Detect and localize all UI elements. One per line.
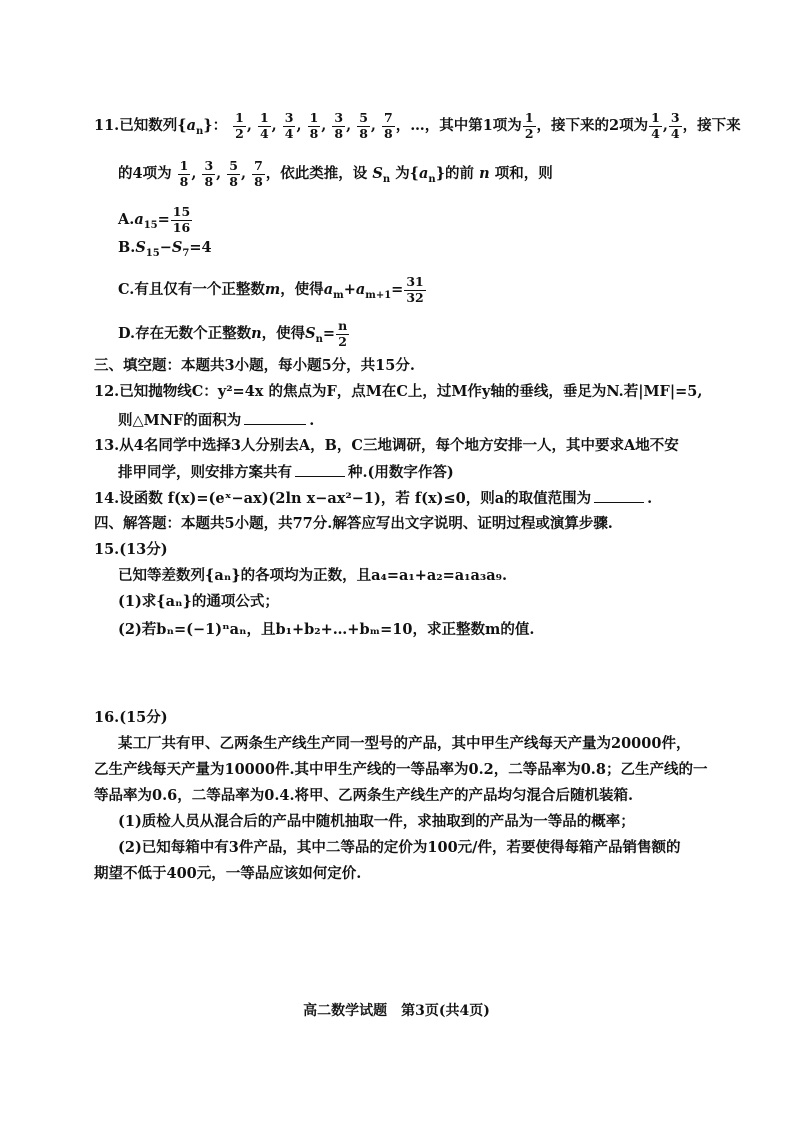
frac: $\frac{3}{4}$: [670, 110, 680, 141]
q15-part-1: (1)求{aₙ}的通项公式；: [118, 593, 279, 610]
frac: $\frac{1}{2}$: [235, 110, 244, 141]
frac: $\frac{3}{4}$: [284, 110, 294, 141]
q16-heading: 16.(15分): [94, 709, 168, 726]
q11-option-a: $A.a_{15}=$ $\frac{15}{16}$: [118, 204, 191, 235]
frac: $\frac{5}{8}$: [359, 110, 368, 141]
frac: $\frac{1}{8}$: [179, 158, 189, 189]
q12-line-1: 12.已知抛物线C：y²=4x 的焦点为F，点M在C上，过M作y轴的垂线，垂足为N.若|MF|=5,: [94, 383, 703, 400]
q16-line-3: 等品率为0.6，二等品率为0.4.将甲、乙两条生产线生产的产品均匀混合后随机装箱.: [94, 787, 634, 804]
frac: $\frac{1}{4}$: [651, 110, 660, 141]
q11-line-1: 11.已知数列$\{a_n\}$： $\frac{1}{2}$ , $\frac{1}{4}$ , $\frac{3}{4}$ , $\frac{1}{8}$ , $\frac{3}{8}$ , $\frac{5}{8}$ , $\frac{7}{8}$ ，…，其中第1项为 $\frac{1}{2}$ ，接下来的2项为 $\frac{1}{4}$ , $\frac{3}{4}$ ，接下来: [94, 110, 741, 141]
frac: $\frac{3}{8}$: [204, 158, 214, 189]
frac: $\frac{31}{32}$: [406, 274, 424, 305]
frac: $\frac{3}{8}$: [334, 110, 344, 141]
q15-part-2: (2)若bₙ=(−1)ⁿaₙ，且b₁+b₂+…+bₘ=10，求正整数m的值.: [118, 621, 535, 638]
answer-blank: [244, 410, 306, 425]
frac: $\frac{15}{16}$: [172, 204, 191, 235]
q11-option-c: C.有且仅有一个正整数m，使得$a_m+a_{m+1}=$ $\frac{31}{32}$: [118, 274, 424, 305]
answer-blank: [295, 462, 345, 477]
q15-heading: 15.(13分): [94, 541, 168, 558]
frac: $\frac{n}{2}$: [338, 318, 348, 349]
q16-part-2: (2)已知每箱中有3件产品，其中二等品的定价为100元/件，若要使得每箱产品销售额的: [118, 839, 681, 856]
q12-line-2: 则△MNF的面积为 .: [118, 412, 315, 429]
q11-option-b: $B.S_{15}-S_7=4$: [118, 239, 212, 259]
answer-blank: [594, 488, 644, 503]
q16-part-1: (1)质检人员从混合后的产品中随机抽取一件，求抽取到的产品为一等品的概率；: [118, 813, 635, 830]
q14-line-1: 14.设函数 f(x)=(eˣ−ax)(2ln x−ax²−1)，若 f(x)≤0，则a的取值范围为 .: [94, 490, 653, 507]
section-3-heading: 三、填空题：本题共3小题，每小题5分，共15分.: [94, 357, 415, 374]
q11-line-2: 的4项为 $\frac{1}{8}$ , $\frac{3}{8}$ , $\frac{5}{8}$ , $\frac{7}{8}$ ，依此类推，设 $S_n$ 为$\{a_n\}$的前 n 项和，则: [118, 158, 553, 189]
q16-line-1: 某工厂共有甲、乙两条生产线生产同一型号的产品，其中甲生产线每天产量为20000件，: [118, 735, 691, 752]
q15-stem: 已知等差数列{aₙ}的各项均为正数，且a₄=a₁+a₂=a₁a₃a₉.: [118, 567, 508, 584]
q13-line-1: 13.从4名同学中选择3人分别去A，B，C三地调研，每个地方安排一人，其中要求A地不安: [94, 437, 679, 454]
q16-part-2-cont: 期望不低于400元，一等品应该如何定价.: [94, 865, 362, 882]
frac: $\frac{1}{4}$: [259, 110, 269, 141]
q13-line-2: 排甲同学，则安排方案共有 种.(用数字作答): [118, 464, 454, 481]
frac: $\frac{1}{8}$: [309, 110, 319, 141]
q11-option-d: D.存在无数个正整数n，使得$S_n=$ $\frac{n}{2}$: [118, 318, 348, 349]
frac: $\frac{7}{8}$: [254, 158, 263, 189]
frac: $\frac{5}{8}$: [229, 158, 238, 189]
frac: $\frac{7}{8}$: [384, 110, 393, 141]
frac: $\frac{1}{2}$: [524, 110, 534, 141]
page-footer: 高二数学试题 第3页(共4页): [303, 1003, 490, 1019]
section-4-heading: 四、解答题：本题共5小题，共77分.解答应写出文字说明、证明过程或演算步骤.: [94, 515, 613, 532]
q16-line-2: 乙生产线每天产量为10000件.其中甲生产线的一等品率为0.2，二等品率为0.8；乙生产线的一: [94, 761, 708, 778]
